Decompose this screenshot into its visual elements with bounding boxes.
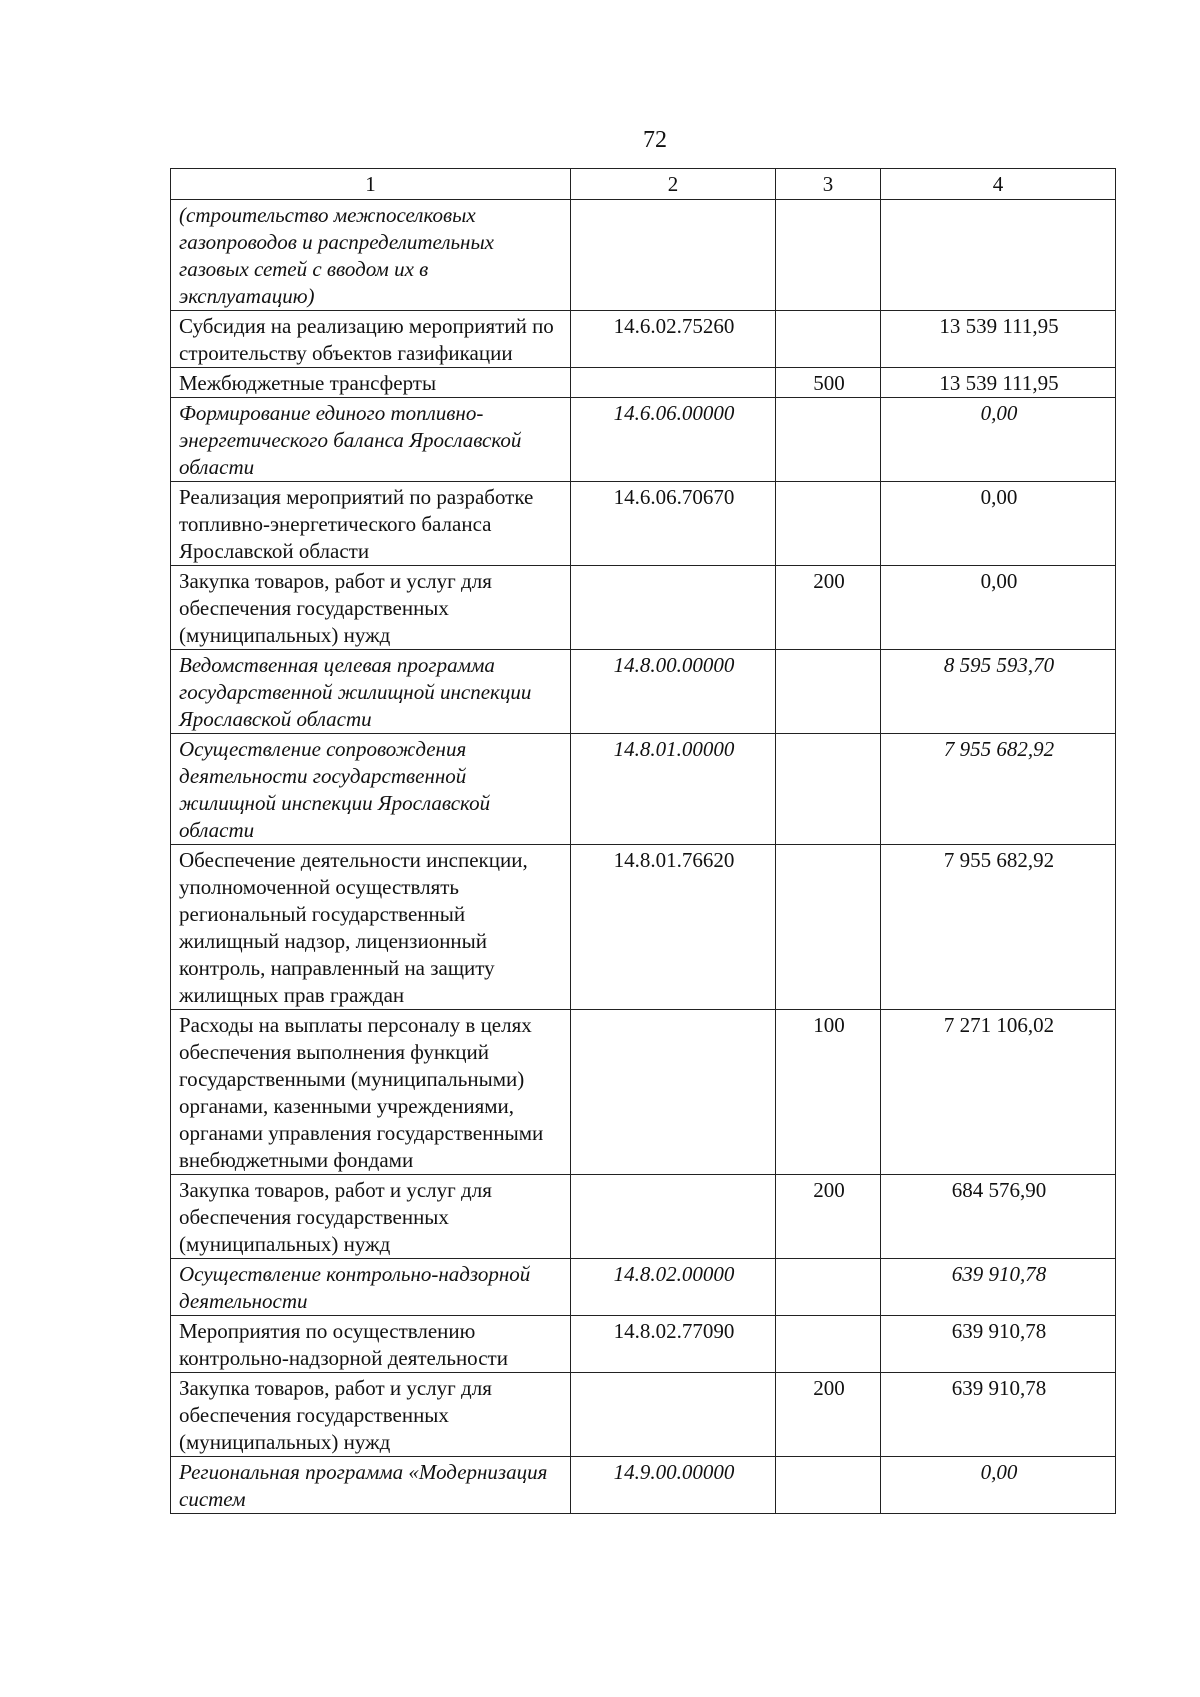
table-row: [171, 1259, 1116, 1316]
row-amount-cell: 7 955 682,92: [881, 845, 1116, 1010]
budget-table: [170, 168, 1116, 1514]
row-name-cell: Закупка товаров, работ и услуг для обеспечения государственных (муниципальных) нужд: [171, 1175, 571, 1259]
table-row: [171, 368, 1116, 398]
row-type-cell: [776, 1316, 881, 1373]
row-code-cell: 14.8.00.00000: [571, 650, 776, 734]
row-code-cell: [571, 1175, 776, 1259]
row-name-cell: (строительство межпоселковых газопроводов и распределительных газовых сетей с вводом их в эксплуатацию): [171, 200, 571, 311]
row-code-cell: 14.6.02.75260: [571, 311, 776, 368]
row-code-cell: [571, 368, 776, 398]
row-code-cell: [571, 200, 776, 311]
row-name-cell: Реализация мероприятий по разработке топливно-энергетического баланса Ярославской области: [171, 482, 571, 566]
row-code-cell: 14.8.01.00000: [571, 734, 776, 845]
column-header: 2: [571, 169, 776, 200]
row-type-cell: 200: [776, 566, 881, 650]
row-amount-cell: 13 539 111,95: [881, 311, 1116, 368]
table-row: [171, 650, 1116, 734]
row-name-cell: Закупка товаров, работ и услуг для обеспечения государственных (муниципальных) нужд: [171, 1373, 571, 1457]
row-amount-cell: 13 539 111,95: [881, 368, 1116, 398]
table-row: [171, 200, 1116, 311]
row-type-cell: [776, 1259, 881, 1316]
row-name-cell: Осуществление контрольно-надзорной деятельности: [171, 1259, 571, 1316]
row-amount-cell: 7 271 106,02: [881, 1010, 1116, 1175]
row-code-cell: 14.8.01.76620: [571, 845, 776, 1010]
row-type-cell: [776, 311, 881, 368]
row-amount-cell: [881, 200, 1116, 311]
row-name-cell: Расходы на выплаты персоналу в целях обеспечения выполнения функций государственными (муниципальными) органами, казенными учреждениями, органами управления государственными внебюджетными фондами: [171, 1010, 571, 1175]
row-name-cell: Межбюджетные трансферты: [171, 368, 571, 398]
table-row: [171, 1373, 1116, 1457]
table-row: [171, 1010, 1116, 1175]
row-type-cell: [776, 1457, 881, 1514]
row-amount-cell: 0,00: [881, 566, 1116, 650]
row-amount-cell: 0,00: [881, 1457, 1116, 1514]
table-row: [171, 734, 1116, 845]
row-type-cell: [776, 482, 881, 566]
table-row: [171, 1316, 1116, 1373]
table-row: [171, 1175, 1116, 1259]
row-type-cell: [776, 845, 881, 1010]
row-code-cell: 14.8.02.77090: [571, 1316, 776, 1373]
row-amount-cell: 0,00: [881, 398, 1116, 482]
row-amount-cell: 639 910,78: [881, 1259, 1116, 1316]
row-name-cell: Обеспечение деятельности инспекции, уполномоченной осуществлять региональный государственный жилищный надзор, лицензионный контроль, направленный на защиту жилищных прав граждан: [171, 845, 571, 1010]
row-name-cell: Мероприятия по осуществлению контрольно-надзорной деятельности: [171, 1316, 571, 1373]
row-code-cell: [571, 1010, 776, 1175]
table-header-row: [171, 169, 1116, 200]
row-name-cell: Ведомственная целевая программа государственной жилищной инспекции Ярославской области: [171, 650, 571, 734]
row-amount-cell: 7 955 682,92: [881, 734, 1116, 845]
column-header: 1: [171, 169, 571, 200]
row-code-cell: [571, 566, 776, 650]
table-row: [171, 398, 1116, 482]
row-type-cell: [776, 734, 881, 845]
row-code-cell: [571, 1373, 776, 1457]
row-type-cell: [776, 650, 881, 734]
row-code-cell: 14.9.00.00000: [571, 1457, 776, 1514]
row-name-cell: Закупка товаров, работ и услуг для обеспечения государственных (муниципальных) нужд: [171, 566, 571, 650]
row-code-cell: 14.6.06.70670: [571, 482, 776, 566]
row-name-cell: Региональная программа «Модернизация систем: [171, 1457, 571, 1514]
row-amount-cell: 0,00: [881, 482, 1116, 566]
table-row: [171, 566, 1116, 650]
row-amount-cell: 639 910,78: [881, 1373, 1116, 1457]
column-header: 4: [881, 169, 1116, 200]
table-row: [171, 482, 1116, 566]
row-type-cell: [776, 398, 881, 482]
table-row: [171, 1457, 1116, 1514]
column-header: 3: [776, 169, 881, 200]
row-type-cell: 200: [776, 1175, 881, 1259]
row-type-cell: 200: [776, 1373, 881, 1457]
row-code-cell: 14.8.02.00000: [571, 1259, 776, 1316]
row-amount-cell: 639 910,78: [881, 1316, 1116, 1373]
table-body: [171, 200, 1116, 1514]
row-type-cell: 100: [776, 1010, 881, 1175]
row-name-cell: Осуществление сопровождения деятельности государственной жилищной инспекции Ярославской области: [171, 734, 571, 845]
row-name-cell: Формирование единого топливно-энергетического баланса Ярославской области: [171, 398, 571, 482]
row-type-cell: [776, 200, 881, 311]
row-type-cell: 500: [776, 368, 881, 398]
page-number: 72: [643, 127, 667, 153]
table-row: [171, 845, 1116, 1010]
row-amount-cell: 684 576,90: [881, 1175, 1116, 1259]
table-row: [171, 311, 1116, 368]
row-amount-cell: 8 595 593,70: [881, 650, 1116, 734]
row-name-cell: Субсидия на реализацию мероприятий по строительству объектов газификации: [171, 311, 571, 368]
row-code-cell: 14.6.06.00000: [571, 398, 776, 482]
